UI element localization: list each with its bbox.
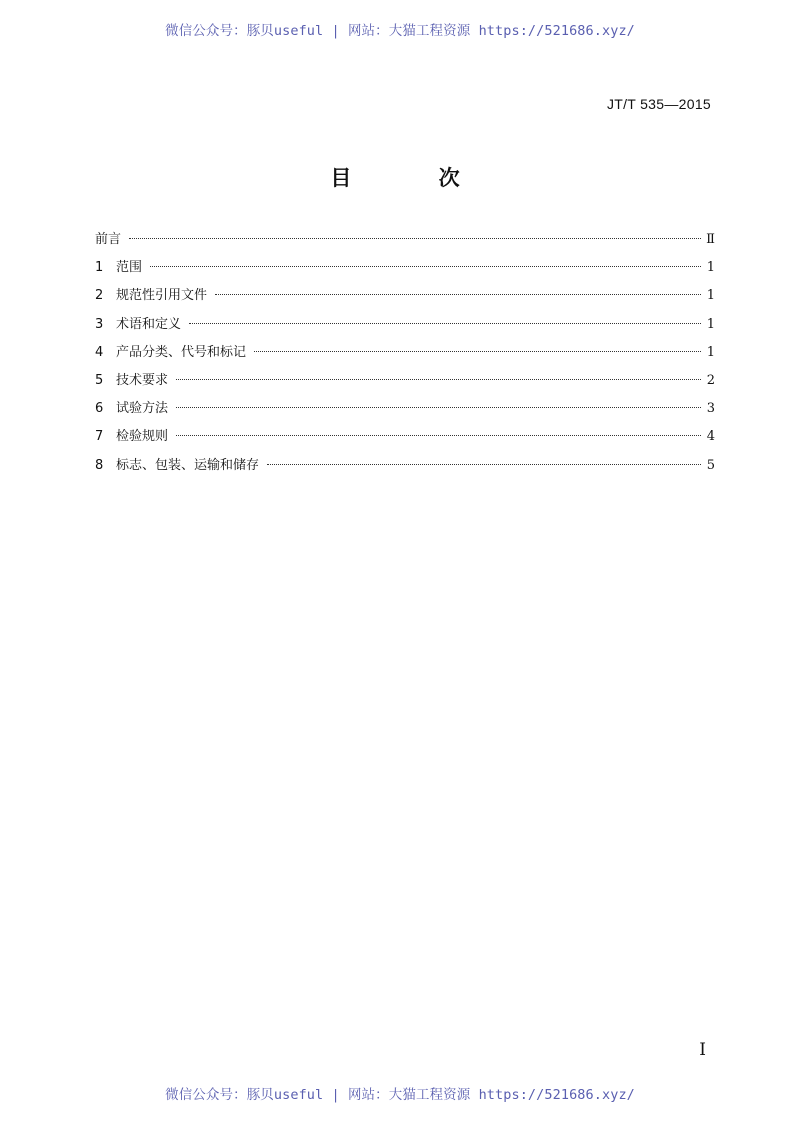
toc-entry-number: 2 — [95, 288, 104, 304]
watermark-top: 微信公众号：豚贝useful | 网站：大猫工程资源 https://521686.xyz/ — [165, 23, 635, 39]
toc-entry-label: 试验方法 — [116, 401, 169, 417]
toc-dot-leader — [254, 351, 701, 352]
toc-entry-page: Ⅱ — [706, 232, 715, 247]
toc-entry-label: 范围 — [116, 260, 143, 276]
toc-entry-label: 产品分类、代号和标记 — [116, 344, 247, 360]
toc-title: 目 次 — [330, 166, 500, 190]
toc-entry-page: 5 — [706, 457, 715, 473]
toc-entry-6[interactable] — [95, 397, 715, 425]
toc-entry-page: 1 — [706, 316, 715, 332]
toc-entry-8[interactable] — [95, 454, 715, 482]
toc-entry-foreword[interactable] — [95, 228, 715, 256]
toc-entry-page: 1 — [706, 260, 715, 276]
toc-entry-label: 标志、包装、运输和储存 — [116, 457, 260, 473]
toc-entry-7[interactable] — [95, 425, 715, 453]
watermark-bottom: 微信公众号：豚贝useful | 网站：大猫工程资源 https://521686.xyz/ — [165, 1087, 635, 1103]
toc-dot-leader — [176, 407, 701, 408]
toc-entry-page: 2 — [706, 372, 715, 388]
toc-entry-2[interactable] — [95, 284, 715, 312]
toc-entry-number: 1 — [95, 260, 104, 276]
page-number: Ⅰ — [699, 1040, 706, 1060]
toc-entry-number: 6 — [95, 401, 104, 417]
toc-entry-number: 3 — [95, 316, 104, 332]
toc-entry-page: 4 — [706, 429, 715, 445]
toc-dot-leader — [150, 266, 701, 267]
toc-entry-page: 1 — [706, 344, 715, 360]
toc-entry-label: 前言 — [95, 232, 122, 247]
document-code: JT/T 535—2015 — [606, 96, 711, 112]
toc-entry-number: 7 — [95, 429, 104, 445]
toc-entry-number: 8 — [95, 457, 104, 473]
toc-entry-3[interactable] — [95, 313, 715, 341]
toc-entry-label: 技术要求 — [116, 372, 169, 388]
toc-dot-leader — [176, 435, 701, 436]
table-of-contents — [95, 228, 715, 482]
toc-dot-leader — [267, 464, 701, 465]
toc-entry-label: 术语和定义 — [116, 316, 182, 332]
toc-entry-label: 规范性引用文件 — [116, 288, 208, 304]
toc-entry-number: 4 — [95, 344, 104, 360]
toc-dot-leader — [176, 379, 701, 380]
toc-entry-4[interactable] — [95, 341, 715, 369]
toc-entry-label: 检验规则 — [116, 429, 169, 445]
toc-entry-page: 1 — [706, 288, 715, 304]
toc-entry-1[interactable] — [95, 256, 715, 284]
toc-dot-leader — [129, 238, 701, 239]
toc-entry-page: 3 — [706, 401, 715, 417]
toc-dot-leader — [215, 294, 701, 295]
toc-entry-5[interactable] — [95, 369, 715, 397]
toc-dot-leader — [189, 323, 701, 324]
toc-entry-number: 5 — [95, 372, 104, 388]
